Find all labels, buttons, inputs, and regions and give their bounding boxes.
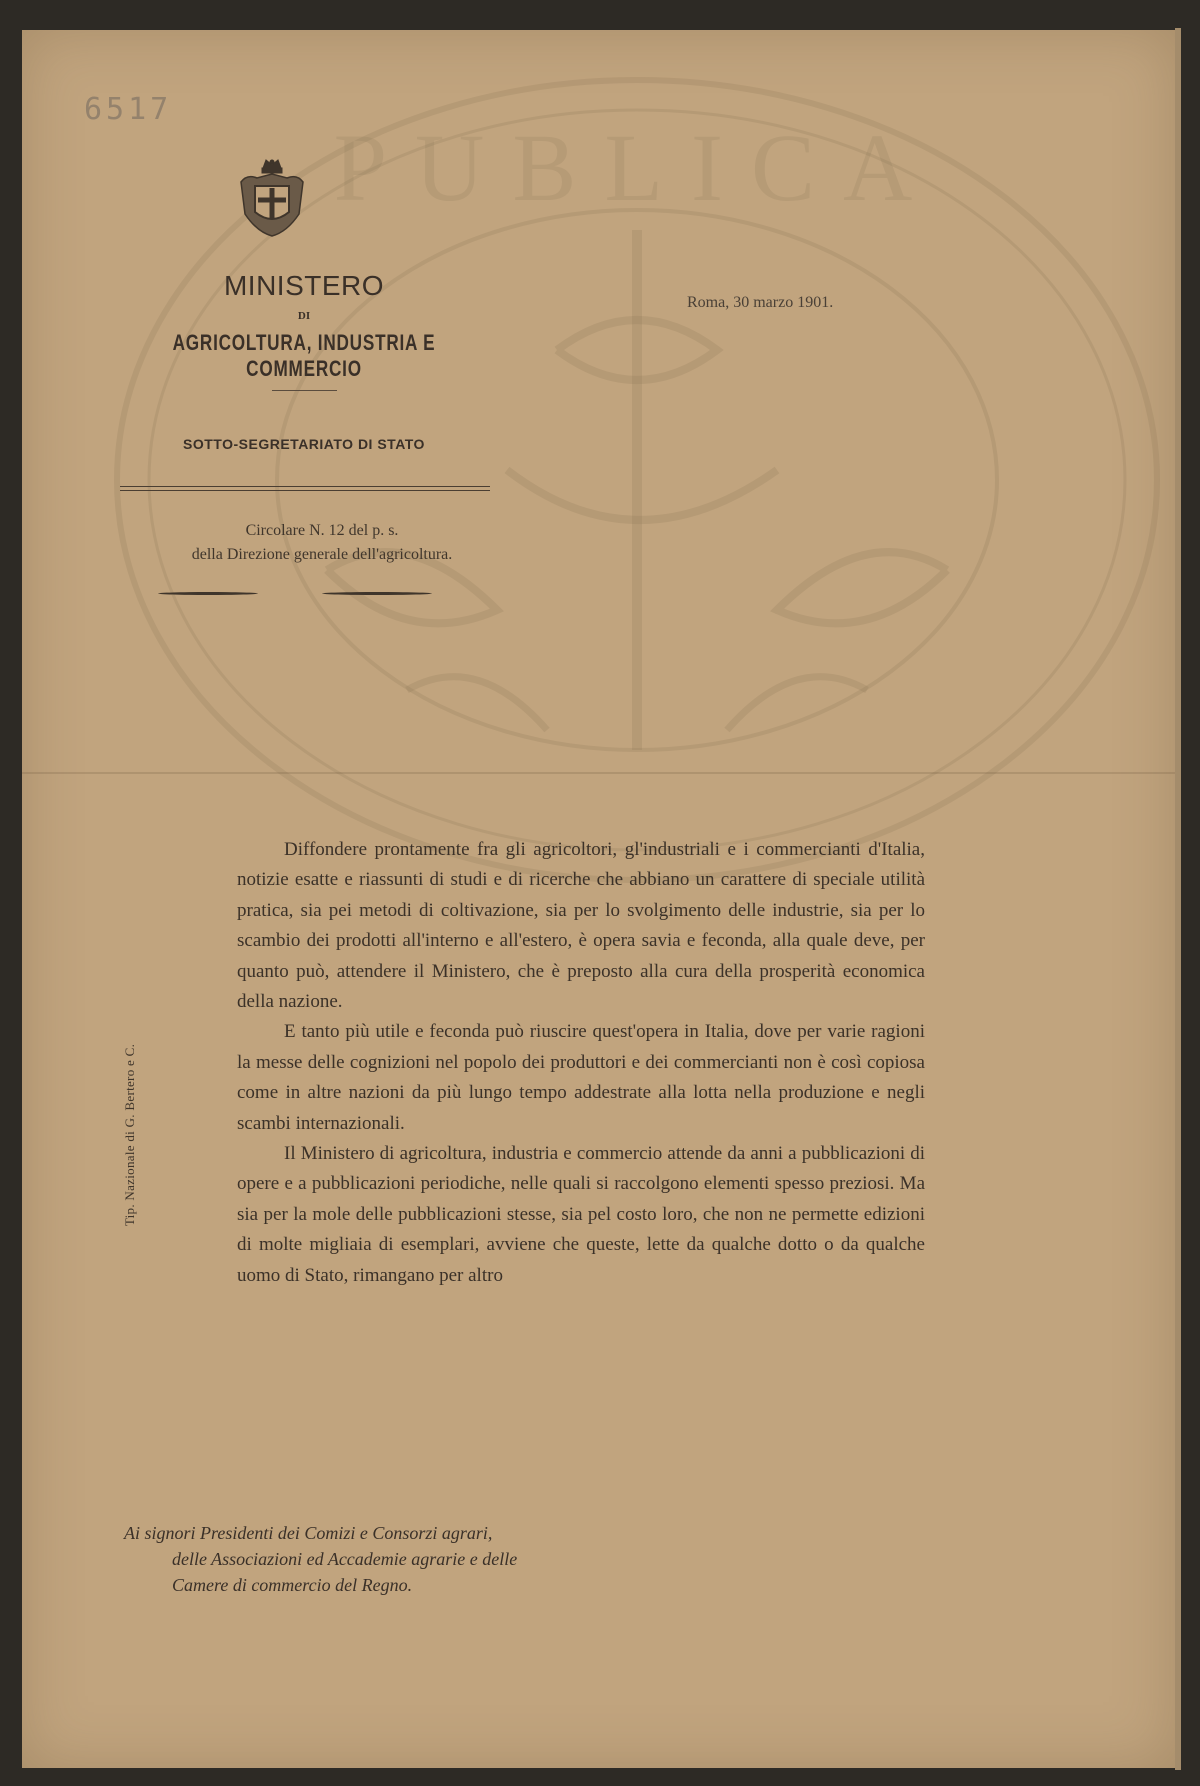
ministry-connector: DI (297, 310, 311, 322)
ornament-rule-right (322, 592, 432, 595)
body-paragraph: E tanto più utile e feconda può riuscire quest'opera in Italia, dove per varie ragioni la messe delle cognizioni nel popolo dei produttori e dei commercianti non è così copiosa come in altre nazioni da più lungo tempo addestrate alla lotta nella produzione e negli scambi internazionali. (237, 1021, 925, 1134)
ornament-rule-left (158, 592, 258, 595)
circular-number: Circolare N. 12 del p. s. (245, 522, 399, 539)
letter-date: Roma, 30 marzo 1901. (687, 294, 834, 311)
paper-edge (1175, 28, 1181, 1770)
archive-number: 6517 (84, 92, 173, 127)
seal-text: PUBLICA (333, 114, 941, 221)
circular-issuer: della Direzione generale dell'agricoltura. (191, 546, 453, 563)
double-rule-top (120, 486, 490, 487)
body-paragraph: Il Ministero di agricoltura, industria e commercio attende da anni a pubblicazioni di opere e a pubblicazioni periodiche, nelle quali si raccolgono elementi spesso preziosi. Ma sia per la mole delle pubblicazioni stesse, sia pel costo loro, che non ne permette edizioni di molte migliaia di esemplari, avviene che queste, lette da qualche dotto o da qualche uomo di Stato, rimangano per altro (237, 1143, 925, 1286)
undersecretariat: SOTTO-SEGRETARIATO DI STATO (183, 436, 425, 452)
addressee-line: Ai signori Presidenti dei Comizi e Consorzi agrari, (124, 1523, 493, 1543)
header-divider (272, 390, 337, 391)
double-rule-bottom (120, 490, 490, 491)
paper-fold-line (22, 772, 1175, 774)
letter-body (237, 835, 925, 1291)
body-paragraph: Diffondere prontamente fra gli agricoltori, gl'industriali e i commercianti d'Italia, notizie esatte e riassunti di studi e di ricerche che abbiano un carattere di speciale utilità pratica, sia pei metodi di coltivazione, sia per lo svolgimento delle industrie, sia per lo scambio dei prodotti all'interno e all'estero, è opera savia e feconda, alla quale deve, per quanto può, attendere il Ministero, che è preposto alla cura della prosperità economica della nazione. (237, 839, 925, 1013)
document-page (22, 30, 1175, 1768)
addressee-line: Camere di commercio del Regno. (172, 1575, 413, 1595)
addressee-line: delle Associazioni ed Accademie agrarie e delle (172, 1549, 518, 1569)
ministry-name: MINISTERO (223, 270, 385, 301)
ministry-department: AGRICOLTURA, INDUSTRIA E COMMERCIO (172, 330, 436, 381)
printer-imprint: Tip. Nazionale di G. Bertero e C. (122, 1043, 137, 1227)
coat-of-arms-icon (237, 154, 307, 238)
addressee-block (124, 1520, 517, 1598)
